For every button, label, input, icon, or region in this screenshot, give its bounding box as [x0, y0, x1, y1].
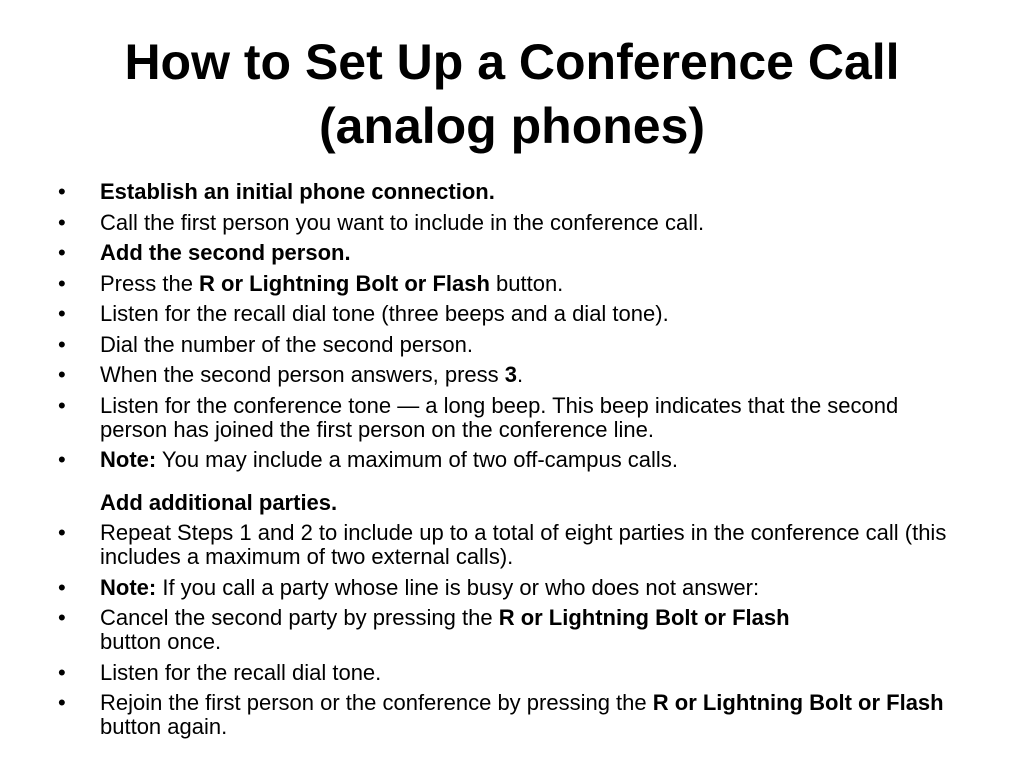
- list-item: [58, 333, 958, 357]
- list-item-subheading: [58, 491, 958, 515]
- item-text: Listen for the recall dial tone (three beeps and a dial tone).: [100, 301, 669, 326]
- item-text-post: You may include a maximum of two off-campus calls.: [156, 447, 678, 472]
- list-item: [58, 691, 958, 739]
- title-line-1: How to Set Up a Conference Call: [124, 34, 900, 90]
- bullet-list: [58, 180, 958, 746]
- title-line-2: (analog phones): [318, 98, 706, 154]
- list-item: [58, 394, 958, 442]
- item-bold-text: Establish an initial phone connection.: [100, 179, 495, 204]
- item-text-pre: Press the: [100, 270, 200, 296]
- list-item: [58, 521, 958, 569]
- list-item: [58, 272, 958, 296]
- list-item: [58, 661, 958, 685]
- item-bold-text: Add the second person.: [100, 240, 351, 265]
- bullet-icon: •: [58, 331, 66, 357]
- item-bold-text: R or Lightning Bolt or Flash: [652, 690, 944, 715]
- slide-title: [0, 30, 1024, 158]
- list-item: [58, 211, 958, 235]
- bullet-icon: •: [58, 520, 66, 545]
- bullet-icon: •: [58, 362, 66, 387]
- item-text: Dial the number of the second person.: [100, 331, 474, 357]
- list-item: [58, 363, 958, 387]
- bullet-icon: •: [58, 240, 66, 265]
- list-item: [58, 576, 958, 600]
- bullet-icon: •: [58, 447, 66, 472]
- item-text-post: If you call a party whose line is busy or who does not answer:: [156, 574, 760, 600]
- item-text: Repeat Steps 1 and 2 to include up to a total of eight parties in the conference call (this includes a maximum of two external calls).: [100, 520, 947, 569]
- list-item: [58, 448, 958, 472]
- item-bold-text: R or Lightning Bolt or Flash: [498, 605, 790, 630]
- list-item: [58, 180, 958, 204]
- list-item: [58, 302, 958, 326]
- item-text: Listen for the conference tone — a long beep. This beep indicates that the second person has joined the first person on the conference line.: [100, 392, 899, 442]
- item-text-pre: Rejoin the first person or the conference by pressing the: [100, 690, 653, 715]
- bullet-icon: •: [58, 301, 66, 326]
- item-bold-text: Note:: [100, 447, 157, 472]
- bullet-icon: •: [58, 270, 66, 296]
- item-bold-text: Note:: [100, 574, 157, 600]
- item-text-post: button again.: [100, 714, 228, 739]
- bullet-icon: •: [58, 392, 66, 418]
- bullet-icon: •: [58, 209, 66, 235]
- bullet-icon: •: [58, 605, 66, 630]
- item-text-pre: Cancel the second party by pressing the: [100, 605, 499, 630]
- list-item: [58, 606, 958, 654]
- item-bold-text: Add additional parties.: [100, 490, 338, 515]
- bullet-icon: •: [58, 179, 66, 204]
- bullet-icon: •: [58, 574, 66, 600]
- bullet-icon: •: [58, 690, 66, 715]
- item-text: Call the first person you want to include in the conference call.: [100, 209, 705, 235]
- item-text-post: button once.: [100, 629, 222, 654]
- item-text-post: .: [517, 362, 524, 387]
- item-text-post: button.: [489, 270, 564, 296]
- item-bold-text: 3: [504, 362, 518, 387]
- item-bold-text: R or Lightning Bolt or Flash: [199, 270, 490, 296]
- item-text-pre: When the second person answers, press: [100, 362, 505, 387]
- bullet-icon: •: [58, 659, 66, 685]
- list-item: [58, 241, 958, 265]
- item-text: Listen for the recall dial tone.: [100, 659, 382, 685]
